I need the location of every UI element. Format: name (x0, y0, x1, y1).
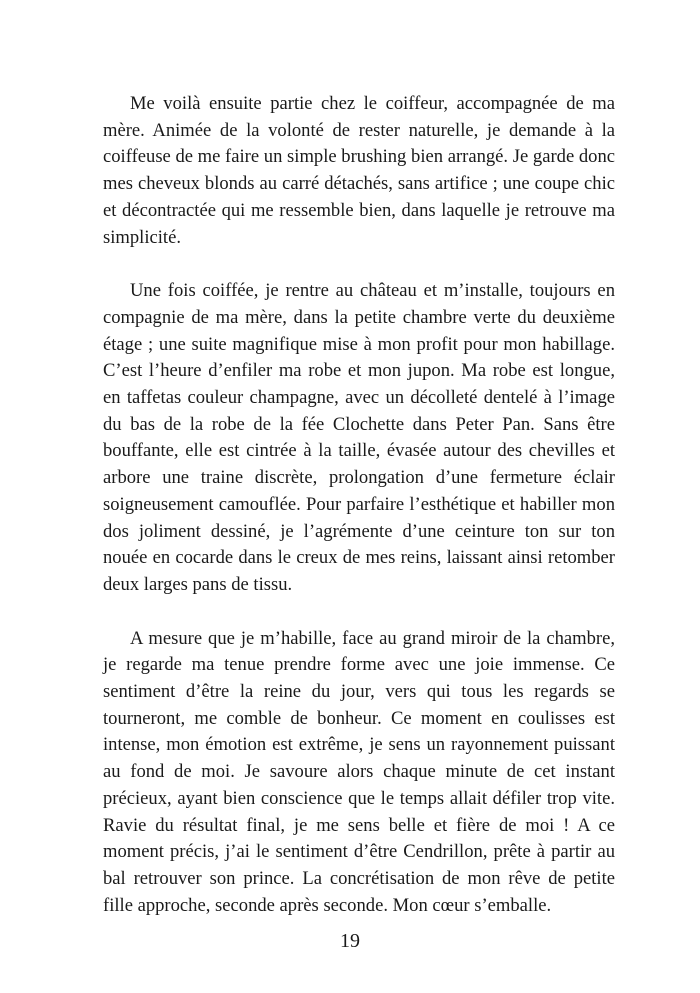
paragraph-2: Une fois coiffée, je rentre au château et m’installe, toujours en compagnie de ma mère, dans la petite chambre verte du deuxième étage ; une suite magnifique mise à mon profit pour mon habillage. C’est l’heure d’enfiler ma robe et mon jupon. Ma robe est longue, en taffetas couleur champagne, avec un décolleté dentelé à l’image du bas de la robe de la fée Clochette dans Peter Pan. Sans être bouffante, elle est cintrée à la taille, évasée autour des chevilles et arbore une traine discrète, prolongation d’une fermeture éclair soigneusement camouflée. Pour parfaire l’esthétique et habiller mon dos joliment dessiné, je l’agrémente d’une ceinture ton sur ton nouée en cocarde dans le creux de mes reins, laissant ainsi retomber deux larges pans de tissu. (103, 280, 615, 595)
page-number: 19 (340, 930, 360, 952)
paragraph-3: A mesure que je m’habille, face au grand miroir de la chambre, je regarde ma tenue prendre forme avec une joie immense. Ce sentiment d’être la reine du jour, vers qui tous les regards se tourneront, me comble de bonheur. Ce moment en coulisses est intense, mon émotion est extrême, je sens un rayonnement puissant au fond de moi. Je savoure alors chaque minute de cet instant précieux, ayant bien conscience que le temps allait défiler trop vite. Ravie du résultat final, je me sens belle et fière de moi ! A ce moment précis, j’ai le sentiment d’être Cendrillon, prête à partir au bal retrouver son prince. La concrétisation de mon rêve de petite fille approche, seconde après seconde. Mon cœur s’emballe. (103, 627, 615, 916)
paragraph-1: Me voilà ensuite partie chez le coiffeur, accompagnée de ma mère. Animée de la volonté de rester naturelle, je demande à la coiffeuse de me faire un simple brushing bien arrangé. Je garde donc mes cheveux blonds au carré détachés, sans artifice ; une coupe chic et décontractée qui me ressemble bien, dans laquelle je retrouve ma simplicité. (103, 93, 615, 248)
body-text (103, 91, 615, 919)
